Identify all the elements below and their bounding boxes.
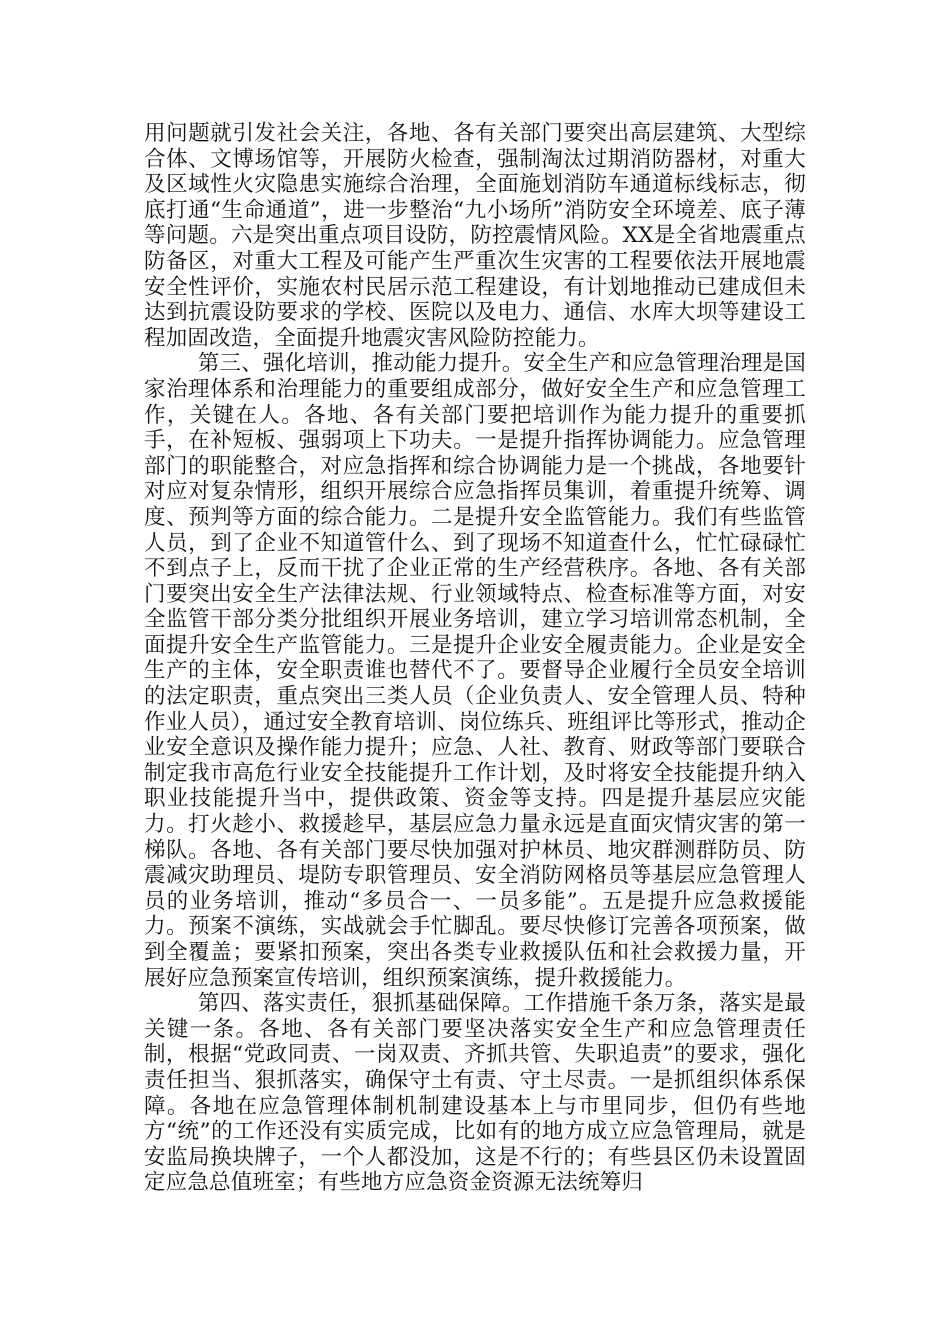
paragraph-training: 第三、强化培训，推动能力提升。安全生产和应急管理治理是国家治理体系和治理能力的重要组成部分，做好安全生产和应急管理工作，关键在人。各地、各有关部门要把培训作为能力提升的重要抓手，在补短板、强弱项上下功夫。一是提升指挥协调能力。应急管理部门的职能整合，对应急指挥和综合协调能力是一个挑战，各地要针对应对复杂情形，组织开展综合应急指挥员集训，着重提升统筹、调度、预判等方面的综合能力。二是提升安全监管能力。我们有些监管人员，到了企业不知道管什么、到了现场不知道查什么，忙忙碌碌忙不到点子上，反而干扰了企业正常的生产经营秩序。各地、各有关部门要突出安全生产法律法规、行业领域特点、检查标准等方面，对安全监管干部分类分批组织开展业务培训，建立学习培训常态机制，全面提升安全生产监管能力。三是提升企业安全履责能力。企业是安全生产的主体，安全职责谁也替代不了。要督导企业履行全员安全培训的法定职责，重点突出三类人员（企业负责人、安全管理人员、特种作业人员），通过安全教育培训、岗位练兵、班组评比等形式，推动企业安全意识及操作能力提升；应急、人社、教育、财政等部门要联合制定我市高危行业安全技能提升工作计划，及时将安全技能提升纳入职业技能提升当中，提供政策、资金等支持。四是提升基层应灾能力。打火趁小、救援趁早，基层应急力量永远是直面灾情灾害的第一梯队。各地、各有关部门要尽快加强对护林员、地灾群测群防员、防震减灾助理员、堤防专职管理员、安全消防网格员等基层应急管理人员的业务培训，推动“多员合一、一员多能”。五是提升应急救援能力。预案不演练，实战就会手忙脚乱。要尽快修订完善各项预案，做到全覆盖；要紧扣预案，突出各类专业救援队伍和社会救援力量，开展好应急预案宣传培训，组织预案演练，提升救援能力。	[144, 351, 806, 991]
paragraph-responsibility: 第四、落实责任，狠抓基础保障。工作措施千条万条，落实是最关键一条。各地、各有关部门要坚决落实安全生产和应急管理责任制，根据“党政同责、一岗双责、齐抓共管、失职追责”的要求，强化责任担当、狠抓落实，确保守土有责、守土尽责。一是抓组织体系保障。各地在应急管理体制机制建设基本上与市里同步，但仍有些地方“统”的工作还没有实质完成，比如有的地方成立应急管理局，就是安监局换块牌子，一个人都没加，这是不行的；有些县区仍未设置固定应急总值班室；有些地方应急资金资源无法统筹归	[144, 991, 806, 1196]
document-page	[144, 121, 806, 1196]
paragraph-continuation: 用问题就引发社会关注，各地、各有关部门要突出高层建筑、大型综合体、文博场馆等，开展防火检查，强制淘汰过期消防器材，对重大及区域性火灾隐患实施综合治理，全面施划消防车通道标线标志，彻底打通“生命通道”，进一步整治“九小场所”消防安全环境差、底子薄等问题。六是突出重点项目设防，防控震情风险。XX是全省地震重点防备区，对重大工程及可能产生严重次生灾害的工程要依法开展地震安全性评价，实施农村民居示范工程建设，有计划地推动已建成但未达到抗震设防要求的学校、医院以及电力、通信、水库大坝等建设工程加固改造，全面提升地震灾害风险防控能力。	[144, 121, 806, 351]
